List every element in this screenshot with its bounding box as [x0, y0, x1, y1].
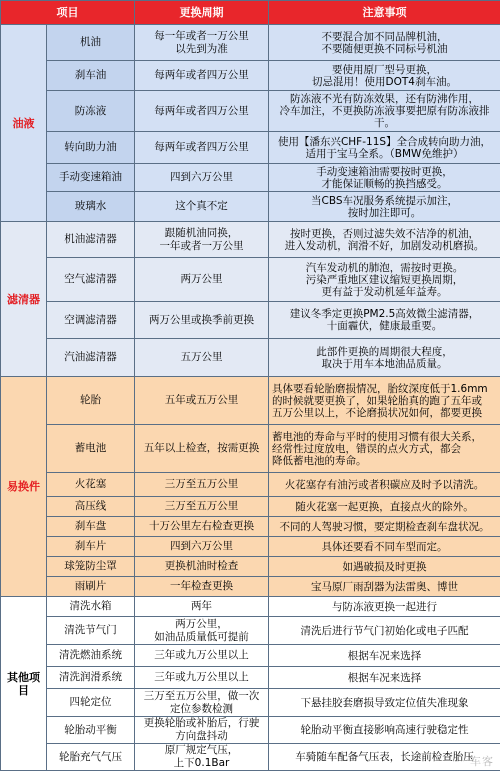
note-cell: 手动变速箱油需要按时更换， 才能保证顺畅的换挡感受。	[269, 164, 500, 192]
cycle-cell: 两万公里或换季前更换	[135, 302, 269, 339]
cycle-cell: 两万公里	[135, 258, 269, 302]
category-cell: 滤清器	[1, 222, 47, 377]
note-cell: 建议冬季定更换PM2.5高效微尘滤清器， 十面霾伏，健康最重要。	[269, 302, 500, 339]
note-cell: 随火花塞一起更换，直接点火的除外。	[269, 497, 500, 517]
table-row	[1, 537, 500, 557]
item-name: 手动变速箱油	[47, 164, 135, 192]
table-row	[1, 557, 500, 577]
table-row	[1, 25, 500, 61]
cycle-cell: 每一年或者一万公里 以先到为准	[135, 25, 269, 61]
table-row	[1, 744, 500, 771]
table-row	[1, 689, 500, 717]
table-row	[1, 517, 500, 537]
category-cell: 易换件	[1, 377, 47, 597]
table-row	[1, 164, 500, 192]
table-row	[1, 192, 500, 222]
table-row	[1, 473, 500, 497]
cycle-cell: 十万公里左右检查更换	[135, 517, 269, 537]
item-name: 球笼防尘罩	[47, 557, 135, 577]
note-cell: 要使用原厂型号更换， 切忌混用！使用DOT4刹车油。	[269, 61, 500, 91]
table-header-row	[1, 1, 500, 25]
item-name: 刹车油	[47, 61, 135, 91]
table-row	[1, 222, 500, 258]
table-row	[1, 667, 500, 689]
item-name: 四轮定位	[47, 689, 135, 717]
item-name: 清洗节气门	[47, 617, 135, 645]
note-cell: 汽车发动机的肺泡，需按时更换。 污染严重地区建议缩短更换周期， 更有益于发动机延年益寿。	[269, 258, 500, 302]
note-cell: 按时更换，否则过滤失效不洁净的机油， 进入发动机，润滑不好，加剧发动机磨损。	[269, 222, 500, 258]
table-row	[1, 377, 500, 425]
item-name: 刹车片	[47, 537, 135, 557]
item-name: 转向助力油	[47, 132, 135, 164]
cycle-cell: 这个真不定	[135, 192, 269, 222]
cycle-cell: 跟随机油同换， 一年或者一万公里	[135, 222, 269, 258]
cycle-cell: 五年以上检查，按需更换	[135, 425, 269, 473]
item-name: 轮胎充气气压	[47, 744, 135, 771]
item-name: 轮胎动平衡	[47, 717, 135, 744]
watermark-text: 一车客	[458, 755, 494, 768]
note-cell: 根据车况来选择	[269, 645, 500, 667]
item-name: 机油	[47, 25, 135, 61]
cycle-cell: 三年或九万公里以上	[135, 645, 269, 667]
item-name: 清洗水箱	[47, 597, 135, 617]
cycle-cell: 每两年或者四万公里	[135, 91, 269, 132]
note-cell: 火花塞存有油污或者积碳应及时予以清洗。	[269, 473, 500, 497]
item-name: 高压线	[47, 497, 135, 517]
item-name: 火花塞	[47, 473, 135, 497]
item-name: 机油滤清器	[47, 222, 135, 258]
note-cell: 具体还要看不同车型而定。	[269, 537, 500, 557]
table-row	[1, 339, 500, 377]
table-row	[1, 717, 500, 744]
table-row	[1, 645, 500, 667]
table-row	[1, 597, 500, 617]
cycle-cell: 五万公里	[135, 339, 269, 377]
cycle-cell: 四到六万公里	[135, 164, 269, 192]
item-name: 空气滤清器	[47, 258, 135, 302]
cycle-cell: 两年	[135, 597, 269, 617]
cycle-cell: 每两年或者四万公里	[135, 61, 269, 91]
cycle-cell: 三万至五万公里	[135, 473, 269, 497]
table-row	[1, 91, 500, 132]
item-name: 蓄电池	[47, 425, 135, 473]
header-item: 项目	[1, 1, 135, 25]
note-cell: 轮胎动平衡直接影响高速行驶稳定性	[269, 717, 500, 744]
cycle-cell: 三万至五万公里，做一次 定位参数检测	[135, 689, 269, 717]
note-cell: 使用【潘东兴CHF-11S】全合成转向助力油， 适用于宝马全系。（BMW免维护）	[269, 132, 500, 164]
item-name: 玻璃水	[47, 192, 135, 222]
note-cell: 具体要看轮胎磨损情况，胎纹深度低于1.6mm 的时候就要更换了，如果轮胎真的跑了五年或 五万公里以上，不论磨损状况如何，都要更换	[269, 377, 500, 425]
note-cell: 如遇破损及时更换	[269, 557, 500, 577]
note-cell: 不同的人驾驶习惯，要定期检查刹车盘状况。	[269, 517, 500, 537]
cycle-cell: 每两年或者四万公里	[135, 132, 269, 164]
cycle-cell: 原厂规定气压， 上下0.1Bar	[135, 744, 269, 771]
note-cell: 防冻液不光有防冻效果，还有防沸作用， 冷车加注，不更换防冻液事要把原有防冻液排干。	[269, 91, 500, 132]
item-name: 防冻液	[47, 91, 135, 132]
note-cell: 不要混合加不同品牌机油， 不要随便更换不同标号机油	[269, 25, 500, 61]
cycle-cell: 更换机油时检查	[135, 557, 269, 577]
table-row	[1, 425, 500, 473]
item-name: 雨刷片	[47, 577, 135, 597]
note-cell: 宝马原厂雨刮器为法雷奥、博世	[269, 577, 500, 597]
note-cell: 此部件更换的周期很大程度， 取决于用车本地油品质量。	[269, 339, 500, 377]
table-row	[1, 132, 500, 164]
header-note: 注意事项	[269, 1, 500, 25]
item-name: 汽油滤清器	[47, 339, 135, 377]
cycle-cell: 三年或九万公里以上	[135, 667, 269, 689]
table-row	[1, 577, 500, 597]
note-cell: 下悬挂胶套磨损导致定位值失准现象	[269, 689, 500, 717]
note-cell: 当CBS车况服务系统提示加注， 按时加注即可。	[269, 192, 500, 222]
item-name: 清洗润滑系统	[47, 667, 135, 689]
cycle-cell: 两万公里， 如油品质量低可提前	[135, 617, 269, 645]
cycle-cell: 三万至五万公里	[135, 497, 269, 517]
category-cell: 油液	[1, 25, 47, 222]
item-name: 空调滤清器	[47, 302, 135, 339]
note-cell: 车骑随车配备气压表，长途前检查胎压 一车客	[269, 744, 500, 771]
note-cell: 根据车况来选择	[269, 667, 500, 689]
category-cell: 其他项目	[1, 597, 47, 771]
note-cell: 与防冻液更换一起进行	[269, 597, 500, 617]
cycle-cell: 更换轮胎或补胎后，行驶 方向盘抖动	[135, 717, 269, 744]
table-row	[1, 258, 500, 302]
item-name: 轮胎	[47, 377, 135, 425]
header-cycle: 更换周期	[135, 1, 269, 25]
cycle-cell: 一年检查更换	[135, 577, 269, 597]
item-name: 刹车盘	[47, 517, 135, 537]
item-name: 清洗燃油系统	[47, 645, 135, 667]
table-row	[1, 302, 500, 339]
table-row	[1, 61, 500, 91]
table-row	[1, 497, 500, 517]
note-cell: 清洗后进行节气门初始化或电子匹配	[269, 617, 500, 645]
cycle-cell: 五年或五万公里	[135, 377, 269, 425]
cycle-cell: 四到六万公里	[135, 537, 269, 557]
table-row	[1, 617, 500, 645]
note-cell: 蓄电池的寿命与平时的使用习惯有很大关系， 经常性过度放电，错误的点火方式，都会 降低蓄电池的寿命。	[269, 425, 500, 473]
